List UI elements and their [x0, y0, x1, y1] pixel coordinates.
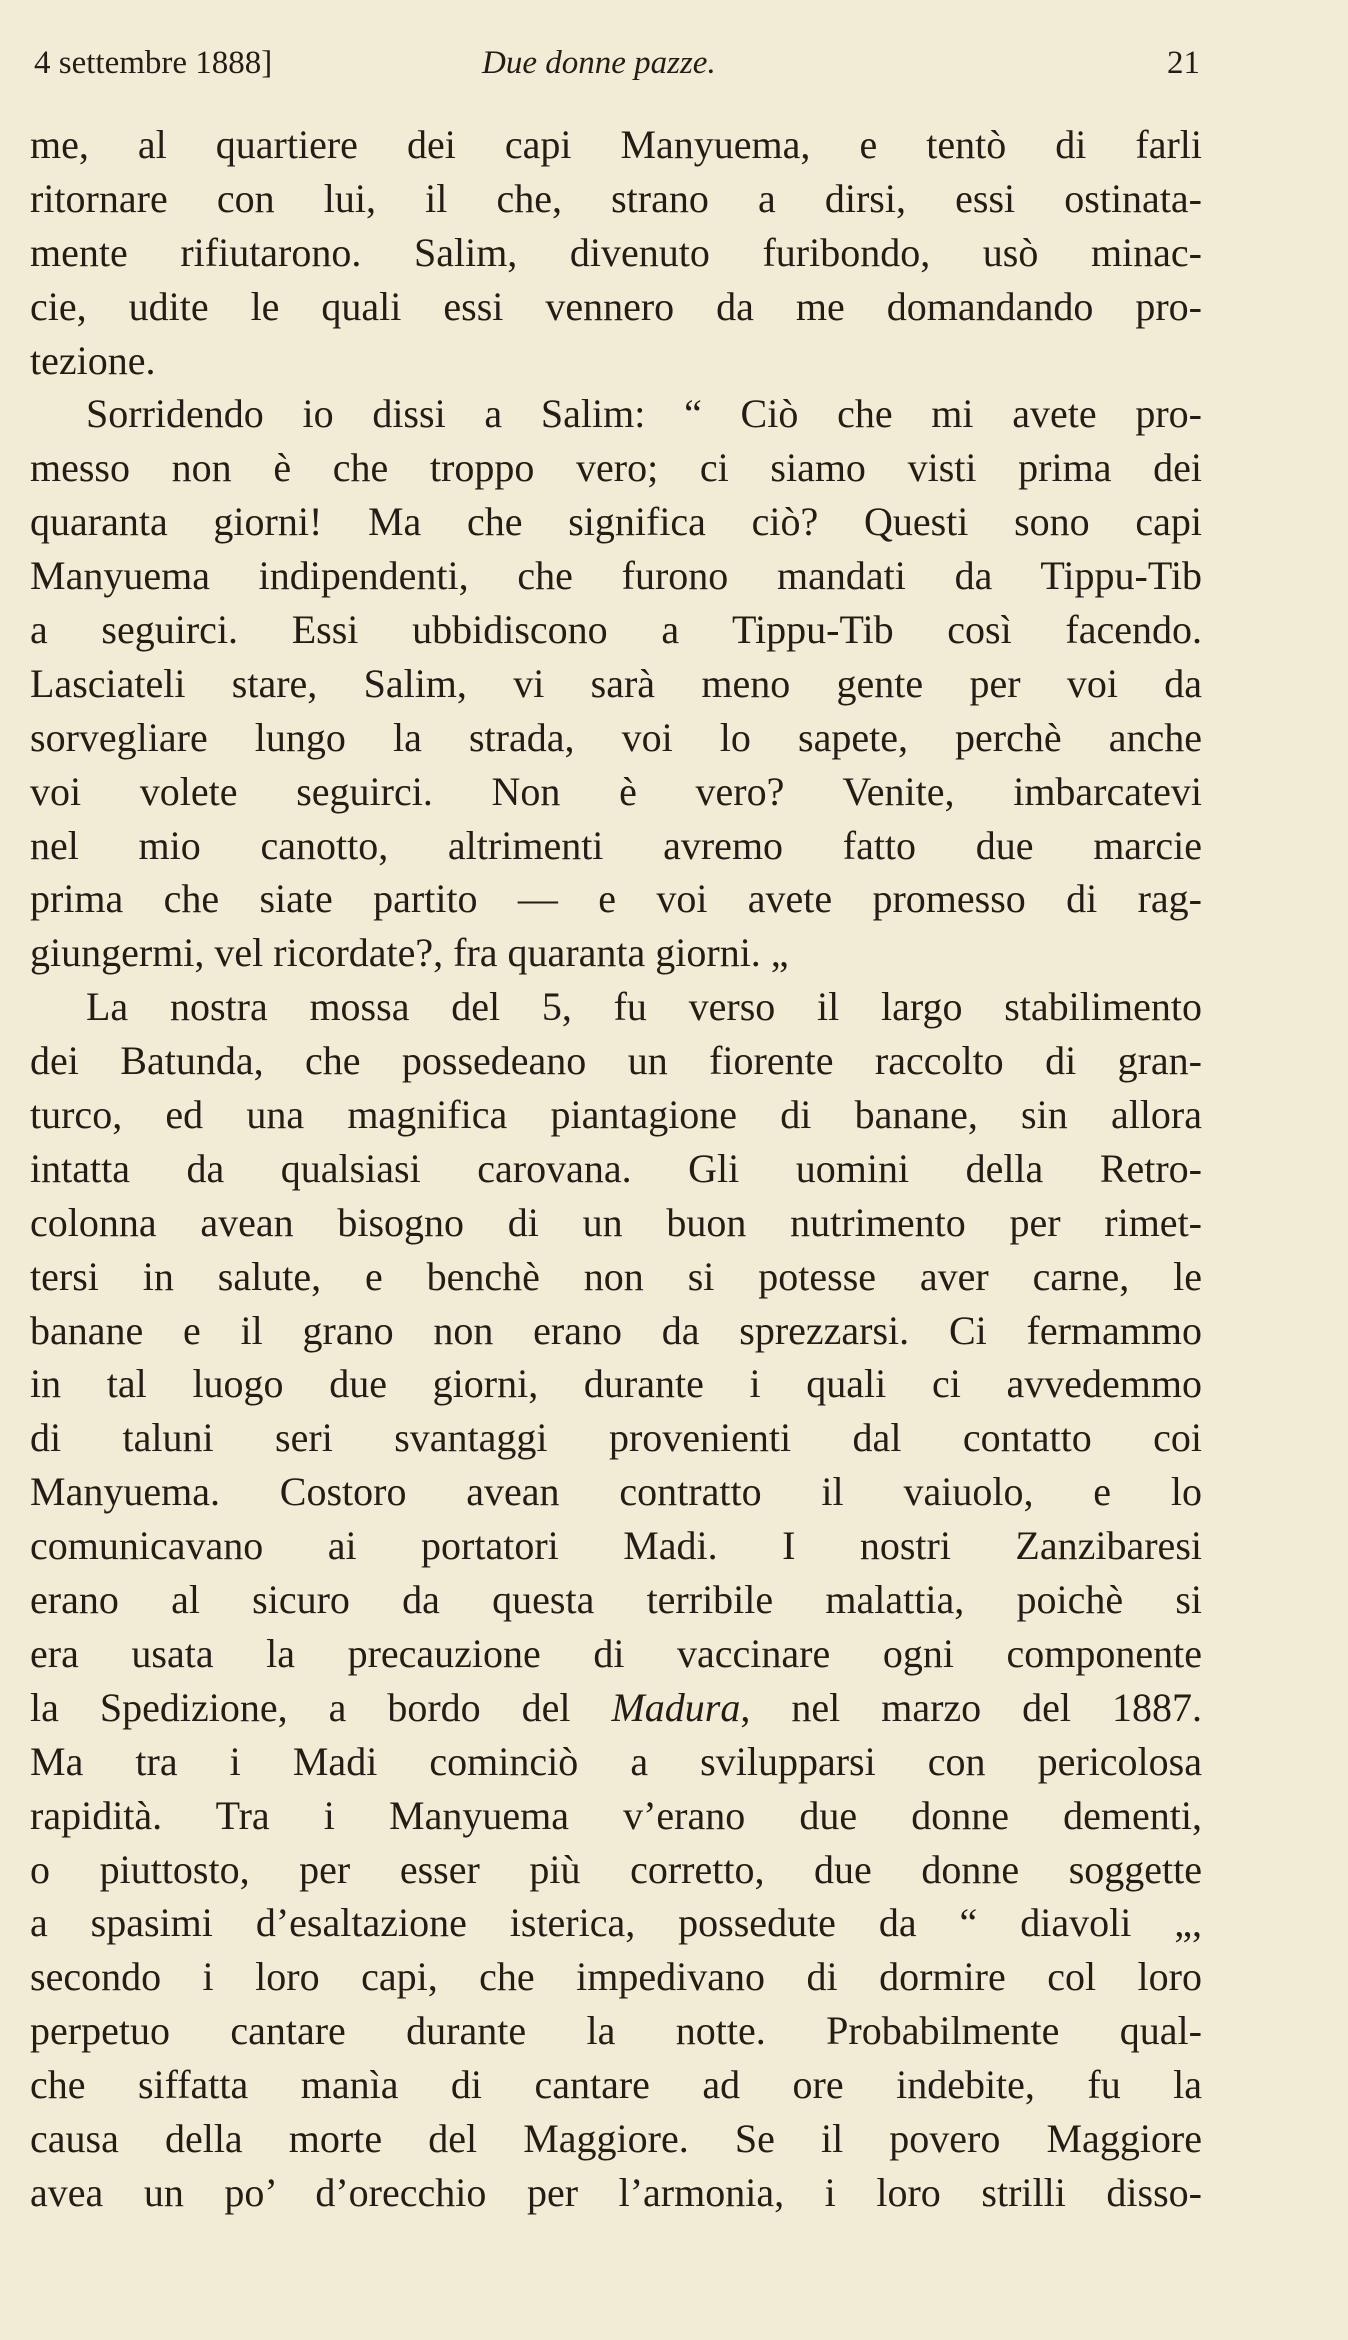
text-line: me, al quartiere dei capi Manyuema, e tentò di farli [30, 122, 1202, 167]
text-line: nel mio canotto, altrimenti avremo fatto due marcie [30, 822, 1202, 868]
text-line: a spasimi d’esaltazione isterica, possedute da “ diavoli „, [30, 1900, 1202, 1946]
text-line: in tal luogo due giorni, durante i quali ci avvedemmo [30, 1361, 1202, 1407]
text-line: di taluni seri svantaggi provenienti dal contatto coi [30, 1415, 1202, 1461]
running-head [34, 38, 1200, 88]
text-line: Ma tra i Madi cominciò a svilupparsi con pericolosa [30, 1738, 1202, 1784]
line-text-after: , nel marzo del 1887. [740, 1684, 1202, 1730]
text-line: perpetuo cantare durante la notte. Probabilmente qual- [30, 2008, 1202, 2054]
line-text-before: la Spedizione, a bordo del [30, 1684, 612, 1730]
text-line: messo non è che troppo vero; ci siamo visti prima dei [30, 445, 1202, 491]
text-line: avea un po’ d’orecchio per l’armonia, i loro strilli disso- [30, 2169, 1202, 2215]
text-line: rapidità. Tra i Manyuema v’erano due donne dementi, [30, 1792, 1202, 1838]
text-line: prima che siate partito — e voi avete promesso di rag- [30, 876, 1202, 922]
text-line: sorvegliare lungo la strada, voi lo sapete, perchè anche [30, 714, 1202, 760]
paragraph-start-line: Sorridendo io dissi a Salim: “ Ciò che mi avete pro- [86, 391, 1202, 437]
paragraph-start-line: La nostra mossa del 5, fu verso il largo stabilimento [86, 984, 1202, 1030]
text-line: comunicavano ai portatori Madi. I nostri Zanzibaresi [30, 1523, 1202, 1569]
text-line: che siffatta manìa di cantare ad ore indebite, fu la [30, 2062, 1202, 2108]
ship-name: Madura [611, 1684, 741, 1730]
body-text [30, 118, 1202, 2220]
text-line: tezione. [30, 337, 156, 383]
text-line: ritornare con lui, il che, strano a dirsi, essi ostinata- [30, 175, 1202, 221]
text-line: cie, udite le quali essi vennero da me domandando pro- [30, 283, 1202, 329]
text-line: erano al sicuro da questa terribile malattia, poichè si [30, 1577, 1202, 1623]
text-line: voi volete seguirci. Non è vero? Venite, imbarcatevi [30, 768, 1202, 814]
text-line: Manyuema indipendenti, che furono mandati da Tippu-Tib [30, 553, 1202, 599]
text-line: mente rifiutarono. Salim, divenuto furibondo, usò minac- [30, 229, 1202, 275]
text-line: o piuttosto, per esser più corretto, due donne soggette [30, 1846, 1202, 1892]
text-line: banane e il grano non erano da sprezzarsi. Ci fermammo [30, 1307, 1202, 1353]
text-line: era usata la precauzione di vaccinare ogni componente [30, 1630, 1202, 1676]
header-title: Due donne pazze. [482, 45, 716, 81]
text-line: colonna avean bisogno di un buon nutrimento per rimet- [30, 1199, 1202, 1245]
text-line: quaranta giorni! Ma che significa ciò? Questi sono capi [30, 499, 1202, 545]
text-line: secondo i loro capi, che impedivano di dormire col loro [30, 1954, 1202, 2000]
text-line: giungermi, vel ricordate?, fra quaranta giorni. „ [30, 930, 789, 976]
text-line: tersi in salute, e benchè non si potesse aver carne, le [30, 1253, 1202, 1299]
page-number: 21 [1167, 45, 1200, 81]
text-line: a seguirci. Essi ubbidiscono a Tippu-Tib così facendo. [30, 607, 1202, 653]
text-line: causa della morte del Maggiore. Se il povero Maggiore [30, 2115, 1202, 2161]
text-line: Manyuema. Costoro avean contratto il vaiuolo, e lo [30, 1469, 1202, 1515]
text-line: intatta da qualsiasi carovana. Gli uomini della Retro- [30, 1145, 1202, 1191]
text-line: dei Batunda, che possedeano un fiorente raccolto di gran- [30, 1038, 1202, 1084]
text-line: Lasciateli stare, Salim, vi sarà meno gente per voi da [30, 660, 1202, 706]
text-line-with-ship-name [30, 1681, 1202, 1735]
header-date: 4 settembre 1888] [34, 45, 273, 81]
text-line: turco, ed una magnifica piantagione di banane, sin allora [30, 1092, 1202, 1138]
